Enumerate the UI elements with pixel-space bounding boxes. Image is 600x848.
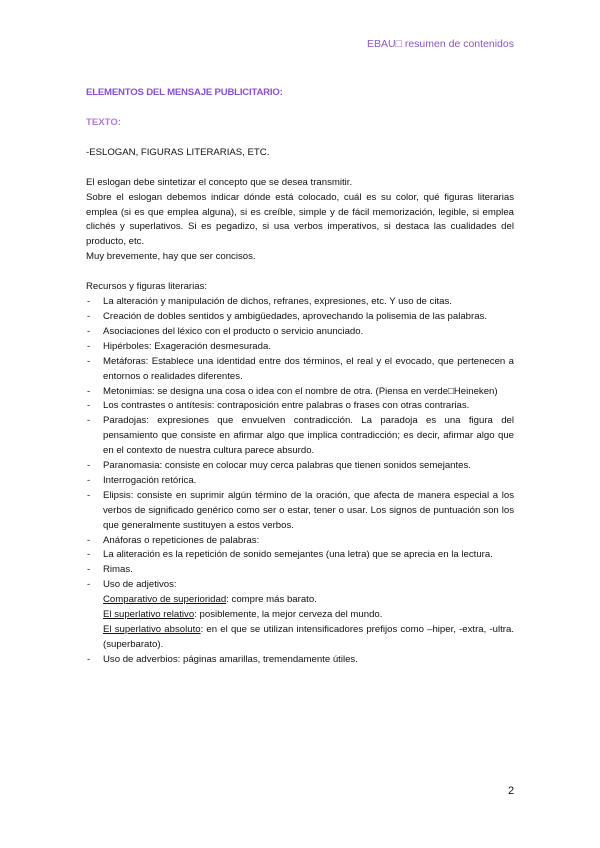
list-item: - Metáforas: Establece una identidad entre dos términos, el real y el evocado, que pertenecen a entornos o realidades diferentes. <box>86 355 514 385</box>
list-item: - Hipérboles: Exageración desmesurada. <box>86 340 514 355</box>
list-item: - Uso de adverbios: páginas amarillas, tremendamente útiles. <box>86 653 514 668</box>
adjective-text: : posiblemente, la mejor cerveza del mundo. <box>194 609 383 621</box>
page-header: EBAU□ resumen de contenidos <box>366 38 514 50</box>
intro-paragraph: Sobre el eslogan debemos indicar dónde está colocado, cuál es su color, qué figuras literarias emplea (si es que emplea alguna), si es creíble, simple y de fácil memorización, legible, si emplea clichés y superlativos. Si es pegadizo, si usa verbos imperativos, si destaca las cualidades del producto, etc. <box>86 191 514 248</box>
document-body <box>86 86 514 668</box>
list-item: - Metonimias: se designa una cosa o idea con el nombre de otra. (Piensa en verde□Heineken) <box>86 385 514 400</box>
adjectives-heading: Uso de adjetivos: <box>103 579 177 591</box>
adjective-text: : en el que se utilizan intensificadores prefijos como –hiper, -extra, -ultra. (superbarato). <box>103 624 514 650</box>
list-item: - La alteración y manipulación de dichos, refranes, expresiones, etc. Y uso de citas. <box>86 295 514 310</box>
adjective-example <box>103 623 514 653</box>
list-item: - Elipsis: consiste en suprimir algún término de la oración, que afecta de manera especial a los verbos de significado genérico como ser o estar, tener o usar. Los signos de puntuación son los que generalmente sustituyen a estos verbos. <box>86 489 514 534</box>
list-item: - Rimas. <box>86 563 514 578</box>
adjective-label: El superlativo relativo <box>103 609 195 621</box>
resources-heading: Recursos y figuras literarias: <box>86 281 208 293</box>
resources-list <box>86 295 514 668</box>
section-title: ELEMENTOS DEL MENSAJE PUBLICITARIO: <box>86 87 283 98</box>
list-item: - Los contrastes o antítesis: contraposición entre palabras o frases con otras contrarias. <box>86 399 514 414</box>
adjective-label: El superlativo absoluto <box>103 624 201 635</box>
list-item: - Paradojas: expresiones que envuelven contradicción. La paradoja es una figura del pensamiento que consiste en afirmar algo que implica contradicción; es decir, afirmar algo que en el contexto de nuestra cultura parece absurdo. <box>86 414 514 459</box>
topic-heading: -ESLOGAN, FIGURAS LITERARIAS, ETC. <box>86 146 270 158</box>
intro-line-1: El eslogan debe sintetizar el concepto que se desea transmitir. <box>86 176 353 188</box>
list-item: - Anáforas o repeticiones de palabras: <box>86 534 514 549</box>
list-item: - Creación de dobles sentidos y ambigüedades, aprovechando la polisemia de las palabras. <box>86 310 514 325</box>
adjective-label: Comparativo de superioridad <box>103 594 227 606</box>
adjective-text: : compre más barato. <box>226 594 317 606</box>
adjective-example <box>103 608 514 623</box>
list-item-adjectives <box>86 578 514 653</box>
adjective-example <box>103 593 514 608</box>
list-item: - Interrogación retórica. <box>86 474 514 489</box>
list-item: - Paranomasia: consiste en colocar muy cerca palabras que tienen sonidos semejantes. <box>86 459 514 474</box>
subsection-title: TEXTO: <box>86 116 122 128</box>
intro-line-3: Muy brevemente, hay que ser concisos. <box>86 251 256 263</box>
list-item: - La aliteración es la repetición de sonido semejantes (una letra) que se aprecia en la lectura. <box>86 548 514 563</box>
list-item: - Asociaciones del léxico con el producto o servicio anunciado. <box>86 325 514 340</box>
page-number: 2 <box>508 785 515 797</box>
